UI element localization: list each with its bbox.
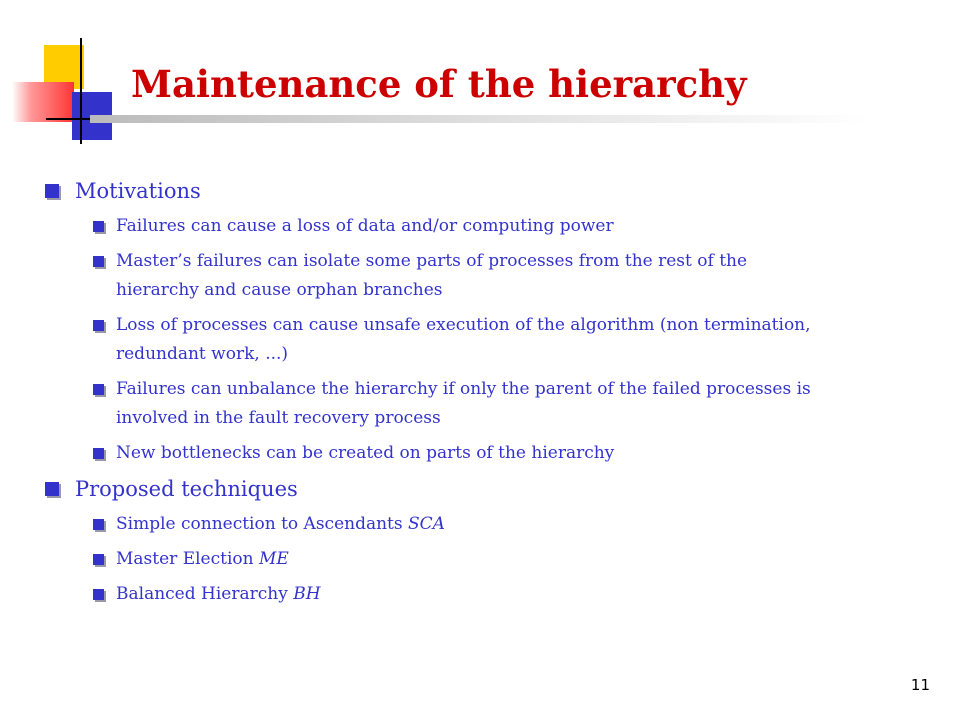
- technique-item-bh: [93, 580, 875, 609]
- square-bullet-icon: [93, 554, 104, 565]
- list-item: Failures can unbalance the hierarchy if only the parent of the failed processes is involved in the fault recovery process: [93, 375, 875, 433]
- square-bullet-icon: [93, 384, 104, 395]
- square-bullet-icon: [93, 589, 104, 600]
- logo-red-square: [12, 82, 74, 122]
- section-heading-motivations: Motivations: [45, 176, 875, 206]
- list-item: New bottlenecks can be created on parts of the hierarchy: [93, 439, 875, 468]
- title-underline: [90, 115, 870, 123]
- square-bullet-icon: [93, 519, 104, 530]
- square-bullet-icon: [93, 221, 104, 232]
- technique-abbreviation: ME: [258, 549, 289, 569]
- square-bullet-icon: [93, 448, 104, 459]
- slide-title: Maintenance of the hierarchy: [131, 62, 747, 106]
- square-bullet-icon: [93, 256, 104, 267]
- logo-vertical-line: [80, 38, 82, 144]
- page-number: 11: [910, 676, 930, 694]
- technique-abbreviation: BH: [293, 584, 321, 604]
- square-bullet-icon: [93, 320, 104, 331]
- slide-body: [45, 176, 875, 615]
- technique-item-me: [93, 545, 875, 574]
- technique-item-sca: [93, 510, 875, 539]
- square-bullet-icon: [45, 482, 59, 496]
- list-item: Master’s failures can isolate some parts of processes from the rest of the hierarchy and cause orphan branches: [93, 247, 875, 305]
- list-item: Loss of processes can cause unsafe execution of the algorithm (non termination, redundant work, ...): [93, 311, 875, 369]
- square-bullet-icon: [45, 184, 59, 198]
- section-heading-proposed-techniques: Proposed techniques: [45, 474, 875, 504]
- technique-label: Master Election: [116, 549, 254, 569]
- list-item: Failures can cause a loss of data and/or computing power: [93, 212, 875, 241]
- technique-label: Simple connection to Ascendants: [116, 514, 403, 534]
- technique-abbreviation: SCA: [408, 514, 445, 534]
- technique-label: Balanced Hierarchy: [116, 584, 288, 604]
